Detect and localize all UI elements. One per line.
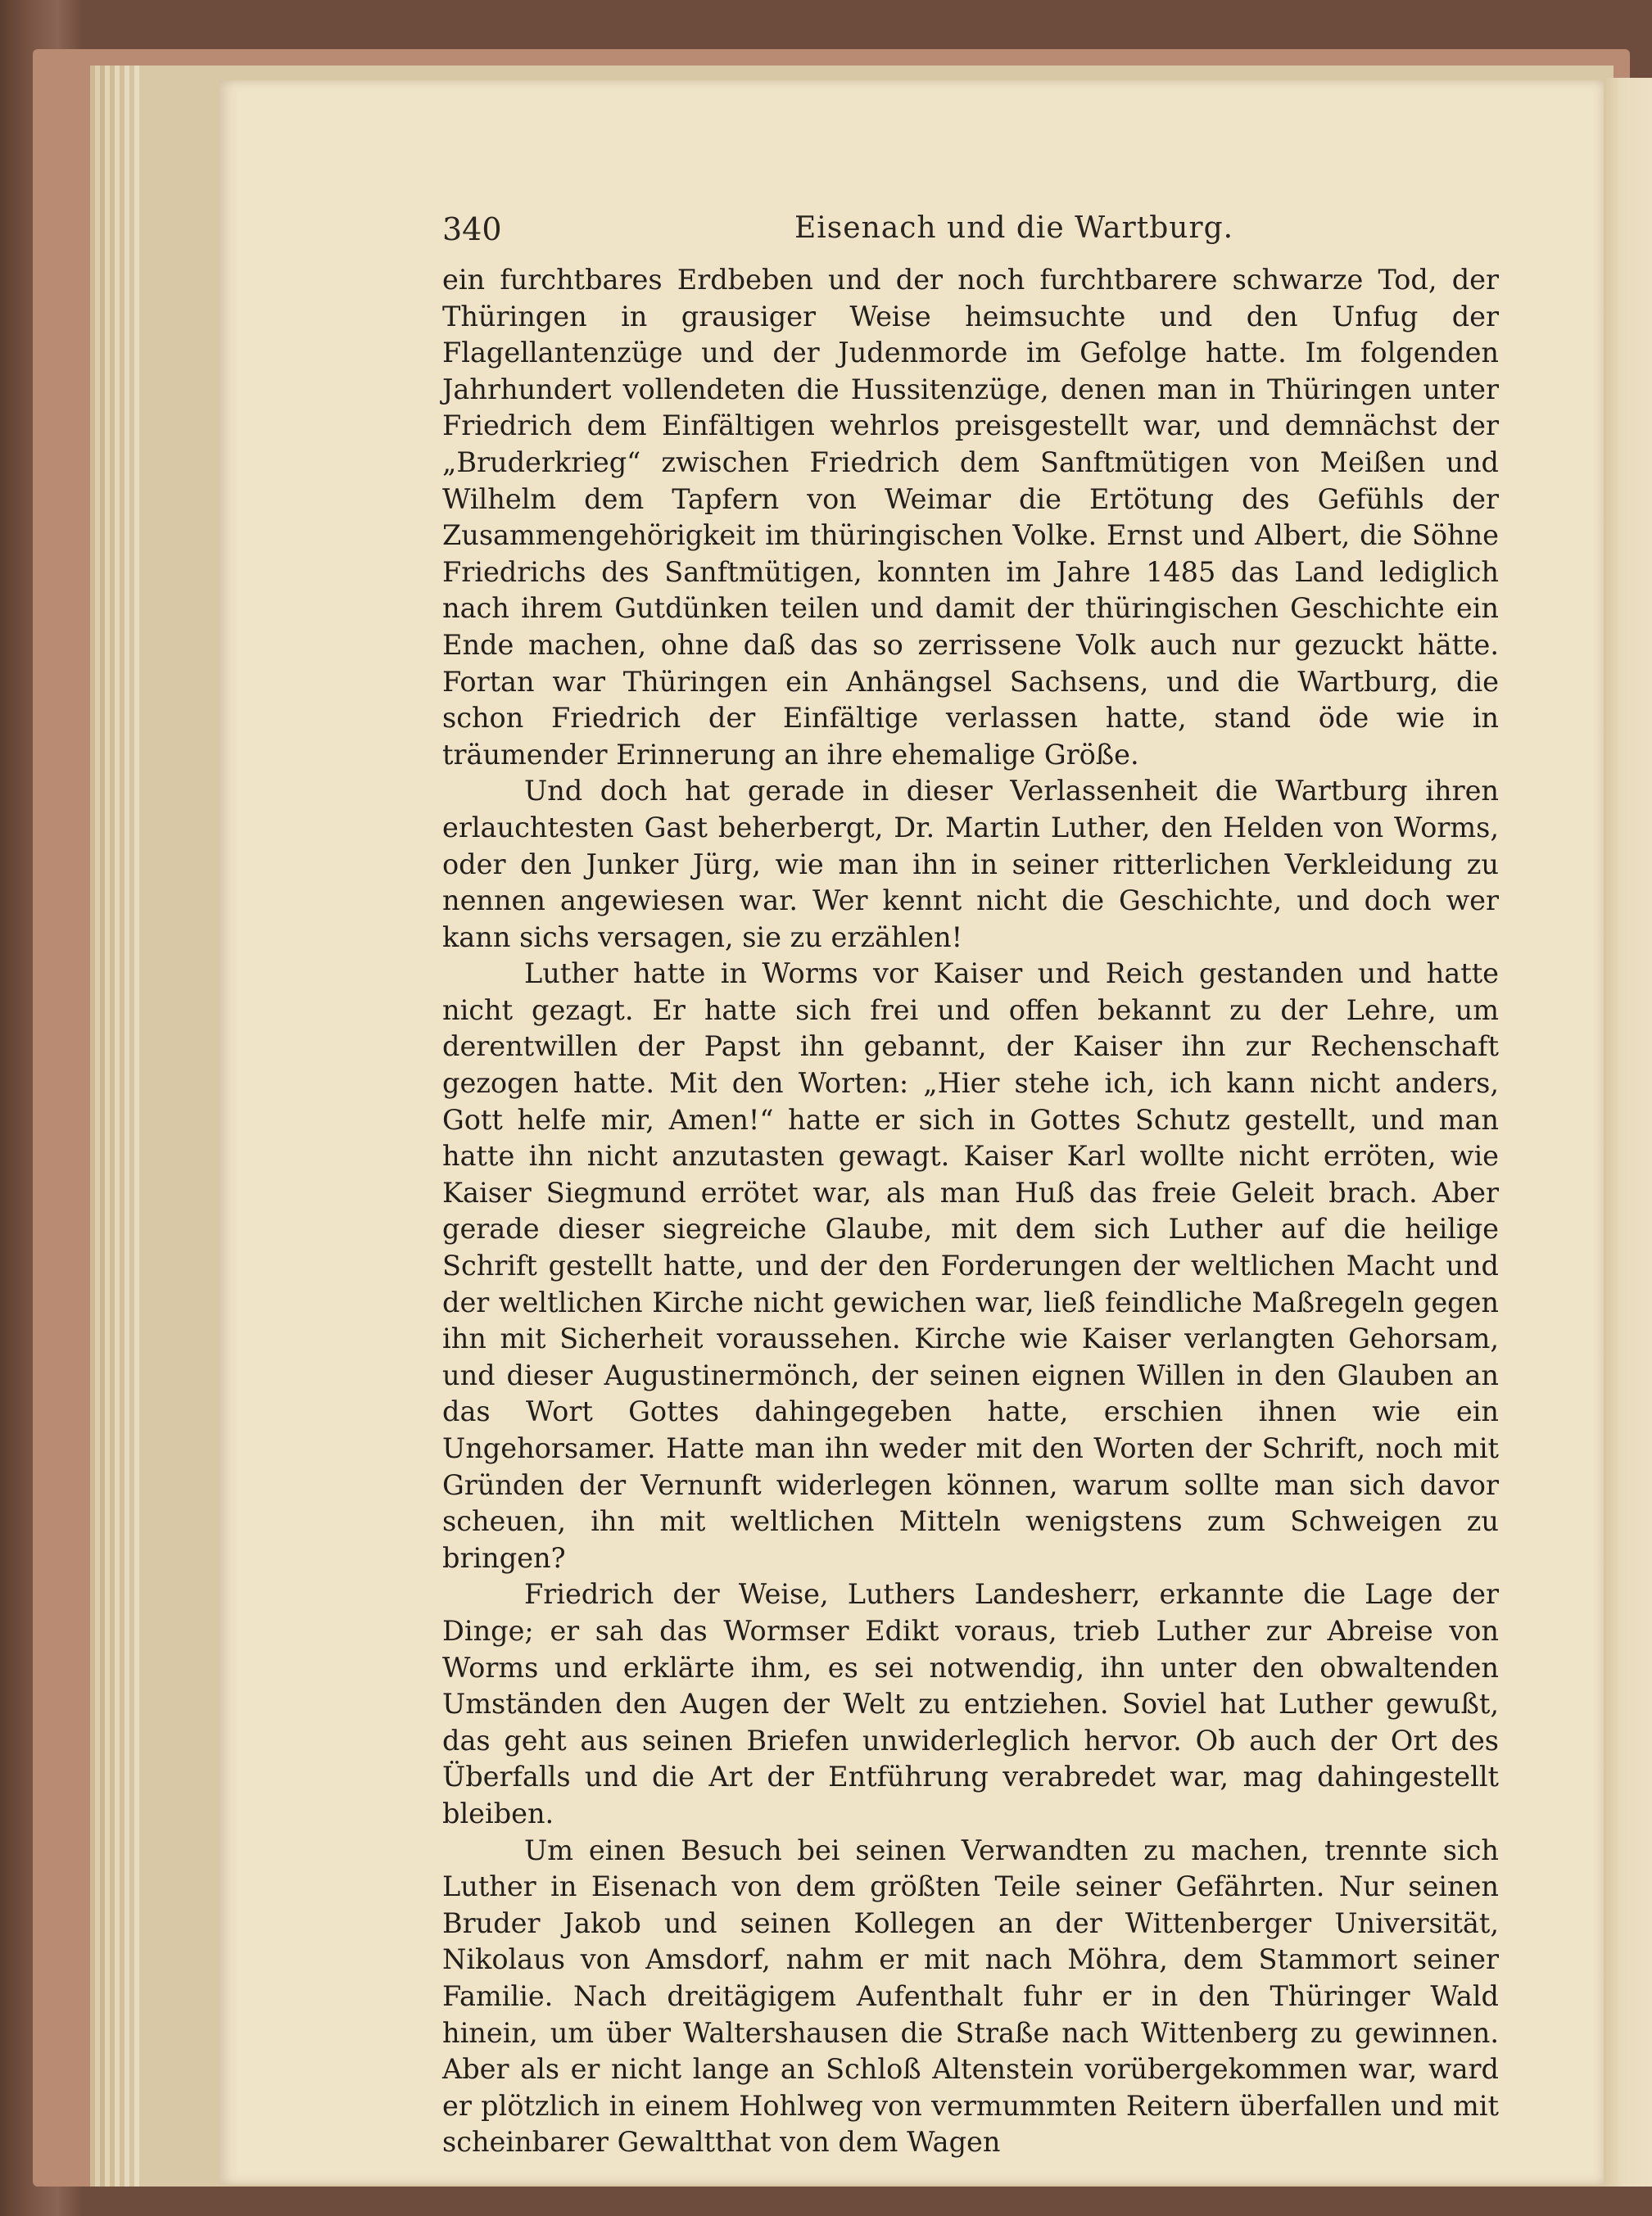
paragraph-5: Um einen Besuch bei seinen Verwandten zu machen, trennte sich Luther in Eisenach von dem größten Teile seiner Gefährten. Nur seinen Bruder Jakob und seinen Kollegen an der Wittenberger Universität, Nikolaus von Amsdorf, nahm er mit nach Möhra, dem Stammort seiner Familie. Nach dreitägigem Aufenthalt fuhr er in den Thüringer Wald hinein, um über Waltershausen die Straße nach Wittenberg zu gewinnen. Aber als er nicht lange an Schloß Altenstein vorübergekommen war, ward er plötzlich in einem Hohlweg von vermummten Reitern überfallen und mit scheinbarer Gewaltthat von dem Wagen bbox=[442, 1834, 1499, 2159]
page-number: 340 bbox=[442, 211, 502, 247]
facing-page-edge bbox=[1604, 78, 1652, 2187]
paragraph-4: Friedrich der Weise, Luthers Landesherr, erkannte die Lage der Dinge; er sah das Wormser Edikt voraus, trieb Luther zur Abreise von Worms und erklärte ihm, es sei notwendig, ihn unter den obwaltenden Umständen den Augen der Welt zu entziehen. Soviel hat Luther gewußt, das geht aus seinen Briefen unwiderleglich hervor. Ob auch der Ort des Überfalls und die Art der Entführung verabredet war, mag dahingestellt bleiben. bbox=[442, 1578, 1499, 1829]
running-head bbox=[442, 211, 1499, 252]
paragraph-2: Und doch hat gerade in dieser Verlassenheit die Wartburg ihren erlauchtesten Gast beherbergt, Dr. Martin Luther, den Helden von Worms, oder den Junker Jürg, wie man ihn in seiner ritterlichen Verkleidung zu nennen angewiesen war. Wer kennt nicht die Geschichte, und doch wer kann sichs versagen, sie zu erzählen! bbox=[442, 775, 1499, 953]
body-text bbox=[442, 262, 1499, 2159]
page-title: Eisenach und die Wartburg. bbox=[794, 211, 1234, 245]
paragraph-1: ein furchtbares Erdbeben und der noch furchtbarere schwarze Tod, der Thüringen in grausiger Weise heimsuchte und den Unfug der Flagellantenzüge und der Judenmorde im Gefolge hatte. Im folgenden Jahrhundert vollendeten die Hussitenzüge, denen man in Thüringen unter Friedrich dem Einfältigen wehrlos preisgestellt war, und demnächst der „Bruderkrieg“ zwischen Friedrich dem Sanftmütigen von Meißen und Wilhelm dem Tapfern von Weimar die Ertötung des Gefühls der Zusammengehörigkeit im thüringischen Volke. Ernst und Albert, die Söhne Friedrichs des Sanftmütigen, konnten im Jahre 1485 das Land lediglich nach ihrem Gutdünken teilen und damit der thüringischen Geschichte ein Ende machen, ohne daß das so zerrissene Volk auch nur gezuckt hätte. Fortan war Thüringen ein Anhängsel Sachsens, und die Wartburg, die schon Friedrich der Einfältige verlassen hatte, stand öde wie in träumender Erinnerung an ihre ehemalige Größe. bbox=[442, 264, 1499, 771]
paragraph-3: Luther hatte in Worms vor Kaiser und Reich gestanden und hatte nicht gezagt. Er hatte sich frei und offen bekannt zu der Lehre, um derentwillen der Papst ihn gebannt, der Kaiser ihn zur Rechenschaft gezogen hatte. Mit den Worten: „Hier stehe ich, ich kann nicht anders, Gott helfe mir, Amen!“ hatte er sich in Gottes Schutz gestellt, und man hatte ihn nicht anzutasten gewagt. Kaiser Karl wollte nicht erröten, wie Kaiser Siegmund errötet war, als man Huß das freie Geleit brach. Aber gerade dieser siegreiche Glaube, mit dem sich Luther auf die heilige Schrift gestellt hatte, und der den Forderungen der weltlichen Macht und der weltlichen Kirche nicht gewichen war, ließ feindliche Maßregeln gegen ihn mit Sicherheit voraussehen. Kirche wie Kaiser verlangten Gehorsam, und dieser Augustinermönch, der seinen eignen Willen in den Glauben an das Wort Gottes dahingegeben hatte, erschien ihnen wie ein Ungehorsamer. Hatte man ihn weder mit den Worten der Schrift, noch mit Gründen der Vernunft widerlegen können, warum sollte man sich davor scheuen, ihn mit weltlichen Mitteln wenigstens zum Schweigen zu bringen? bbox=[442, 957, 1499, 1574]
